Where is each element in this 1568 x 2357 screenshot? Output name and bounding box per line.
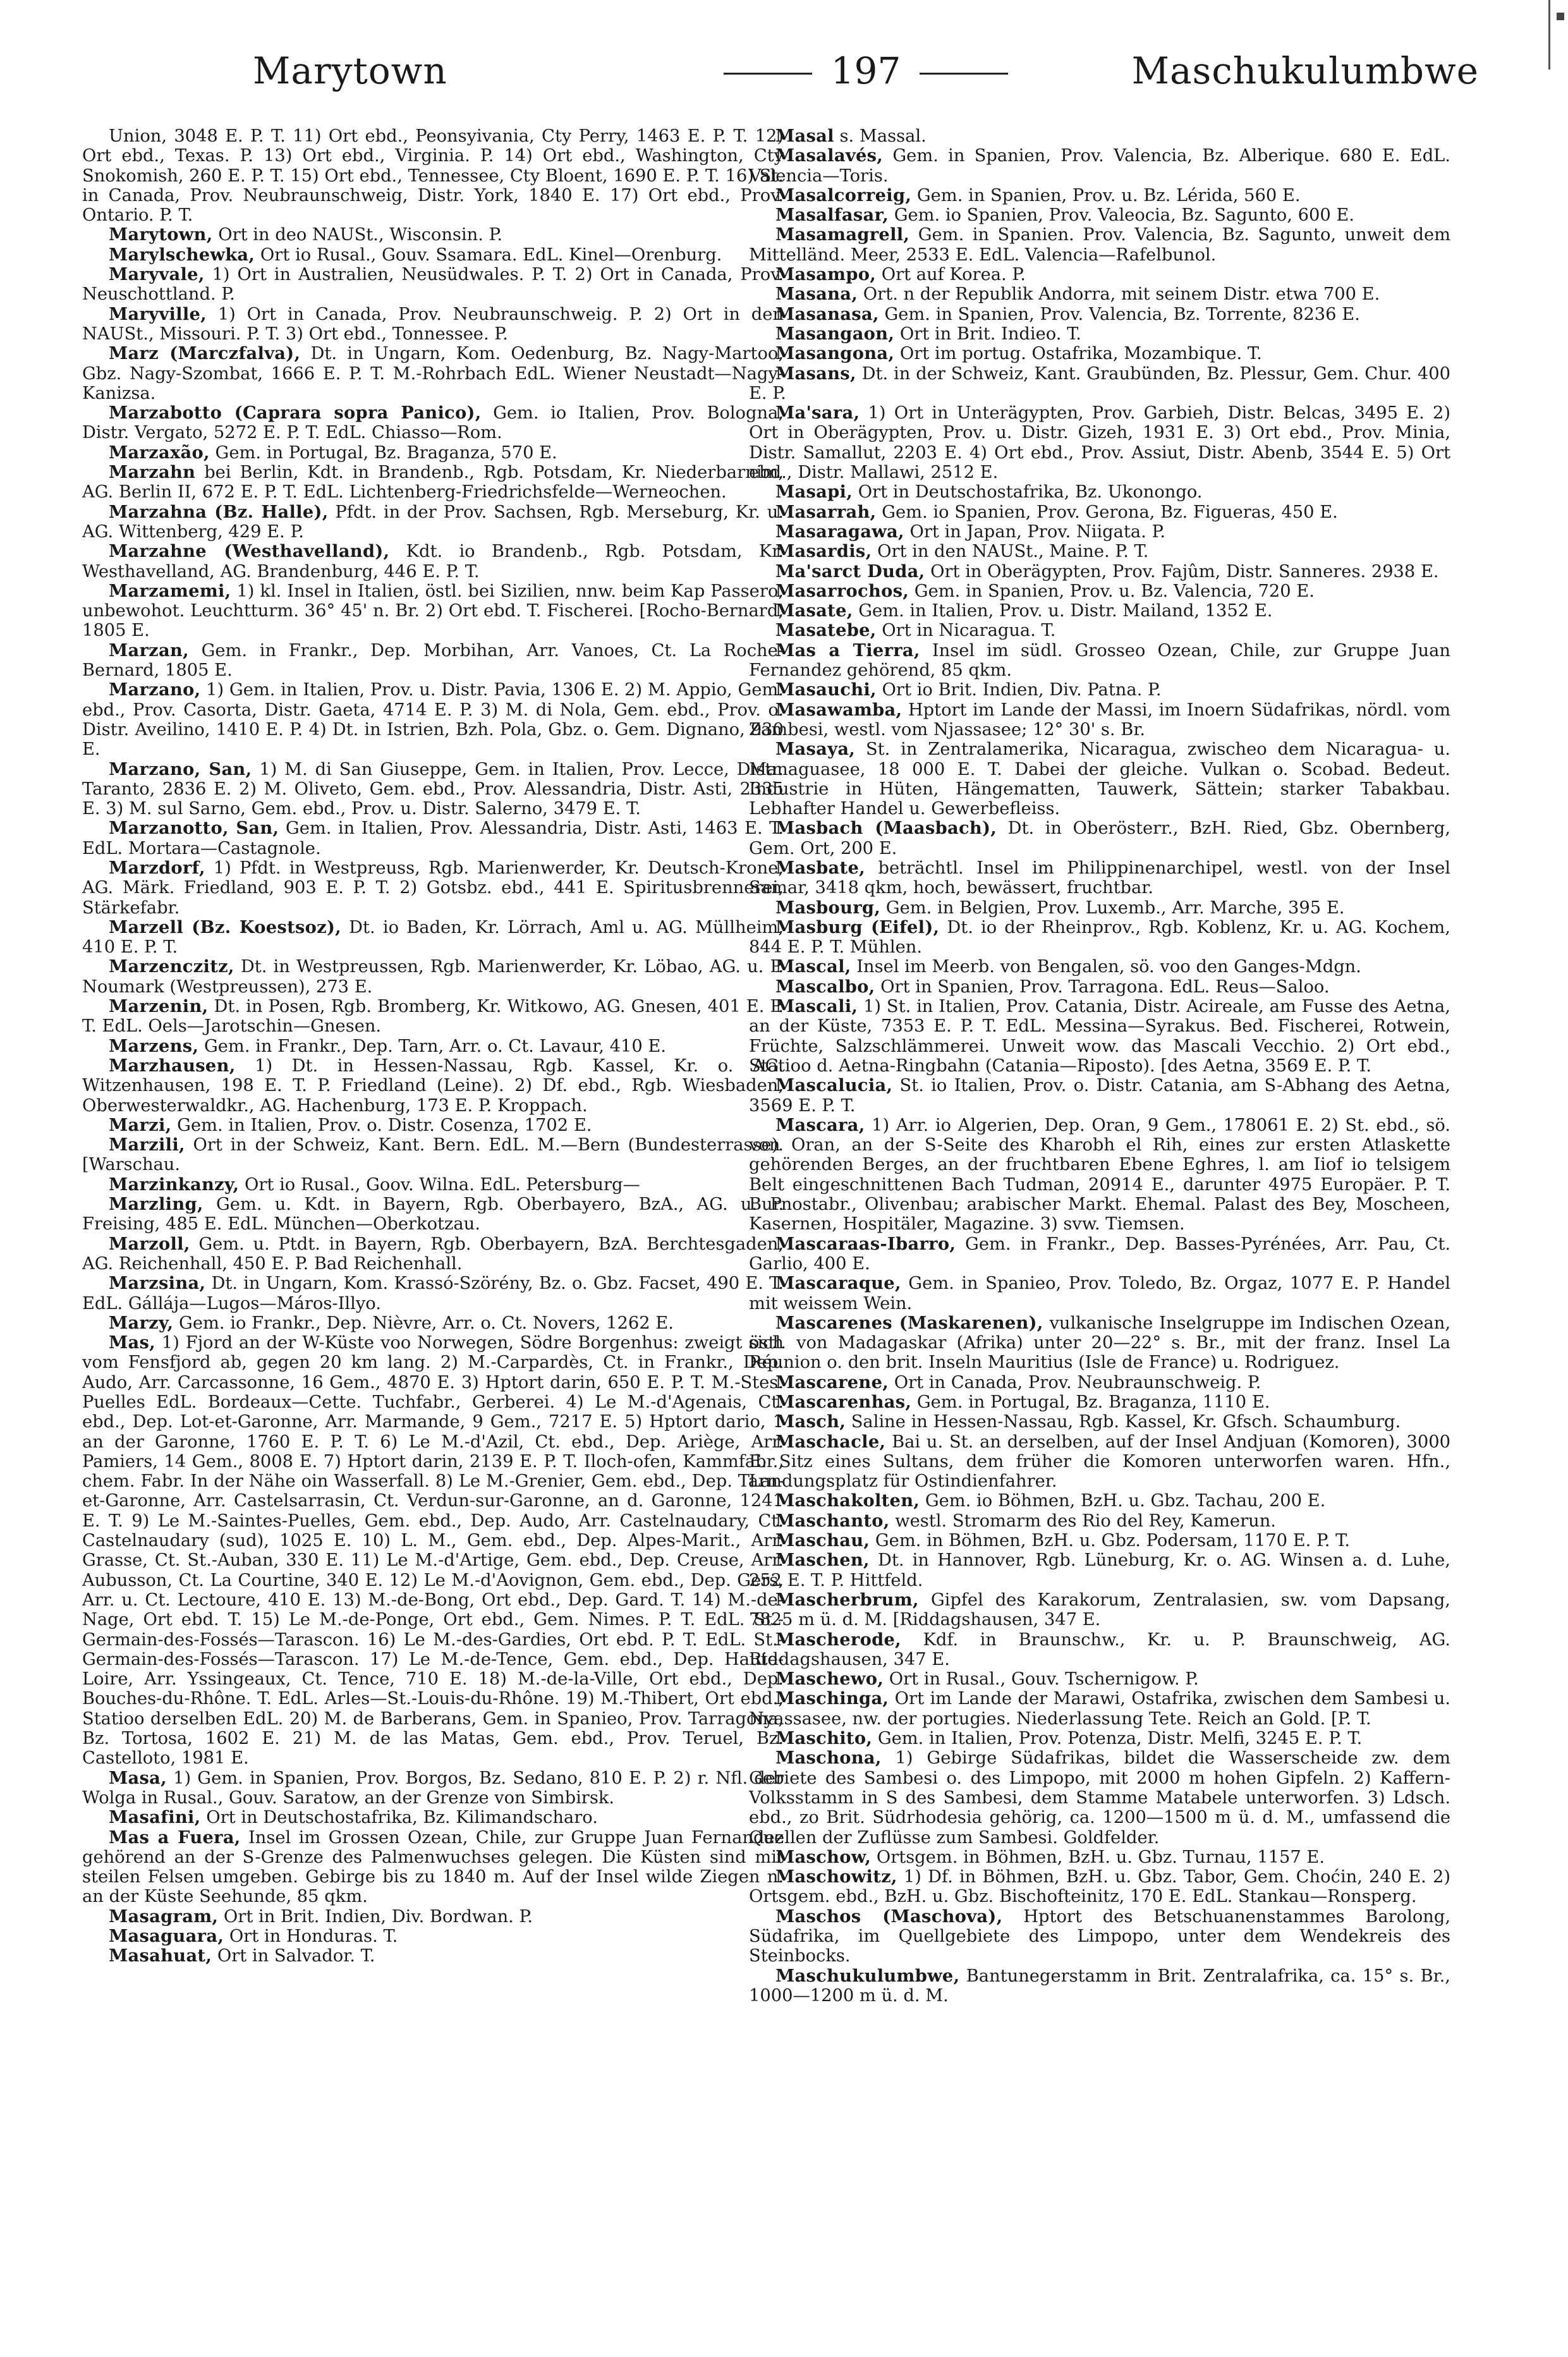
entry-text: Gem. in Belgien, Prov. Luxemb., Arr. Marche, 395 E. bbox=[885, 898, 1345, 918]
entry-text: vulkanische Inselgruppe im Indischen Ozean, östl. von Madagaskar (Afrika) unter 20—22° s. Br., mit der franz. Insel La Réunion o. den brit. Inseln Mauritius (Isle de France) u. Rodriguez. bbox=[749, 1313, 1450, 1373]
entry-text: Gem. u. Kdt. in Bayern, Rgb. Oberbayero, BzA., AG. u. P. Freising, 485 E. EdL. München—Oberkotzau. bbox=[82, 1195, 784, 1234]
entry-headword: Maschewo, bbox=[775, 1669, 884, 1690]
entry-text: Ort in deo NAUSt., Wisconsin. P. bbox=[218, 225, 503, 245]
entry-text: St. io Italien, Prov. o. Distr. Catania, am S-Abhang des Aetna, 3569 E. P. T. bbox=[749, 1076, 1450, 1116]
entry-text: Kdf. in Braunschw., Kr. u. P. Braunschweig, AG. Riddagshausen, 347 E. bbox=[749, 1629, 1450, 1669]
entry-headword: Mascal, bbox=[775, 956, 851, 977]
entry-text: Saline in Hessen-Nassau, Rgb. Kassel, Kr. Gfsch. Schaumburg. bbox=[851, 1412, 1401, 1432]
entry-headword: Ma'sara, bbox=[775, 403, 860, 423]
gazetteer-entry bbox=[749, 1432, 1450, 1492]
entry-text: beträchtl. Insel im Philippinenarchipel, westl. von der Insel Samar, 3418 qkm, hoch, bewässert, fruchtbar. bbox=[749, 858, 1450, 898]
entry-text: Gem. in Spanien, Prov. Valencia, Bz. Torrente, 8236 E. bbox=[884, 304, 1360, 324]
entry-headword: Masaguara, bbox=[109, 1926, 224, 1947]
entry-headword: Mascaraas-Ibarro, bbox=[775, 1233, 956, 1254]
gazetteer-entry bbox=[749, 205, 1450, 225]
entry-text: 1) Dt. in Hessen-Nassau, Rgb. Kassel, Kr. o. AG. Witzenhausen, 198 E. T. P. Friedland (Leine). 2) Df. ebd., Rgb. Wiesbaden, Oberwesterwaldkr., AG. Hachenburg, 173 E. P. Kroppach. bbox=[82, 1056, 784, 1116]
entry-headword: Masagram, bbox=[109, 1906, 219, 1927]
entry-text: Insel im Meerb. von Bengalen, sö. voo den Ganges-Mdgn. bbox=[856, 957, 1361, 977]
entry-text: Ortsgem. in Böhmen, BzH. u. Gbz. Turnau, 1157 E. bbox=[876, 1847, 1325, 1867]
entry-headword: Marytown, bbox=[109, 224, 213, 245]
gazetteer-entry bbox=[749, 1274, 1450, 1313]
entry-text: Gem. io Böhmen, BzH. u. Gbz. Tachau, 200 E. bbox=[925, 1491, 1326, 1511]
entry-text: Dt. in Hannover, Rgb. Lüneburg, Kr. o. AG. Winsen a. d. Luhe, 252 E. T. P. Hittfeld. bbox=[749, 1550, 1450, 1590]
entry-headword: Marylschewka, bbox=[109, 244, 255, 265]
entry-headword: Marzi, bbox=[109, 1114, 172, 1135]
gazetteer-entry bbox=[82, 680, 784, 759]
entry-headword: Masana, bbox=[775, 284, 858, 305]
entry-text: Gem. in Frankr., Dep. Basses-Pyrénées, Arr. Pau, Ct. Garlio, 400 E. bbox=[749, 1234, 1450, 1274]
entry-text: Gem. in Spanieo, Prov. Toledo, Bz. Orgaz, 1077 E. P. Handel mit weissem Wein. bbox=[749, 1274, 1450, 1313]
running-head-left: Marytown bbox=[253, 49, 447, 92]
entry-text: Gem. in Spanien, Prov. Valencia, Bz. Alberique. 680 E. EdL. Valencia—Toris. bbox=[749, 146, 1450, 186]
gazetteer-entry bbox=[82, 265, 784, 305]
gazetteer-entry bbox=[749, 344, 1450, 363]
entry-text: Ort im Lande der Marawi, Ostafrika, zwischen dem Sambesi u. Nyassasee, nw. der portugies. Niederlassung Tete. Reich an Gold. [P. T. bbox=[749, 1689, 1450, 1729]
entry-text: St. in Zentralamerika, Nicaragua, zwischeo dem Nicaragua- u. Managuasee, 18 000 E. T. Dabei der gleiche. Vulkan o. Scobad. Bedeut. Industrie in Hüten, Hängematten, Tauwerk, Sättein; starker Tabakbau. Lebhafter Handel u. Gewerbefleiss. bbox=[749, 740, 1450, 819]
entry-text: 1) Ort in Australien, Neusüdwales. P. T. 2) Ort in Canada, Prov. Neuschottland. P. bbox=[82, 265, 784, 305]
entry-text: Ort in Brit. Indieo. T. bbox=[899, 324, 1081, 344]
gazetteer-entry bbox=[82, 225, 784, 245]
gazetteer-entry bbox=[749, 1392, 1450, 1412]
gazetteer-entry bbox=[749, 305, 1450, 324]
gazetteer-entry bbox=[82, 760, 784, 819]
entry-headword: Masaragawa, bbox=[775, 521, 904, 542]
entry-headword: Masal bbox=[775, 126, 834, 146]
entry-headword: Masbourg, bbox=[775, 897, 881, 918]
gazetteer-entry bbox=[749, 1511, 1450, 1531]
entry-text: Gem. in Italien, Prov. Potenza, Distr. Melfi, 3245 E. P. T. bbox=[877, 1729, 1363, 1749]
gazetteer-entry bbox=[749, 997, 1450, 1076]
gazetteer-entry bbox=[749, 186, 1450, 205]
gazetteer-entry bbox=[82, 443, 784, 463]
entry-text: Ort in Japan, Prov. Niigata. P. bbox=[909, 521, 1166, 542]
gazetteer-entry bbox=[749, 1491, 1450, 1511]
gazetteer-entry bbox=[749, 1373, 1450, 1392]
entry-text: Kdt. io Brandenb., Rgb. Potsdam, Kr. Westhavelland, AG. Brandenburg, 446 E. P. T. bbox=[82, 542, 784, 582]
gazetteer-entry bbox=[82, 1946, 784, 1966]
entry-headword: Marz (Marczfalva), bbox=[109, 343, 301, 364]
entry-headword: Marzano, bbox=[109, 679, 201, 700]
gazetteer-entry bbox=[749, 1076, 1450, 1116]
entry-headword: Marzell (Bz. Koestsoz), bbox=[109, 917, 341, 937]
entry-text: 1) Fjord an der W-Küste voo Norwegen, Södre Borgenhus: zweigt sich vom Fensfjord ab, gegen 20 km lang. 2) M.-Carpardès, Ct. in Frankr., Dep. Audo, Arr. Carcassonne, 16 Gem., 4870 E. 3) Hptort darin, 650 E. P. T. M.-Stes. Puelles EdL. Bordeaux—Cette. Tuchfabr., Gerberei. 4) Le M.-d'Agenais, Ct. ebd., Dep. Lot-et-Garonne, Arr. Marmande, 9 Gem., 7217 E. 5) Hptort dario, 1 an der Garonne, 1760 E. P. T. 6) Le M.-d'Azil, Ct. ebd., Dep. Ariège, Arr. Pamiers, 14 Gem., 8008 E. 7) Hptort darin, 2139 E. P. T. Iloch-ofen, Kammfabr., chem. Fabr. In der Nähe oin Wasserfall. 8) Le M.-Grenier, Gem. ebd., Dep. Tarn-et-Garonne, Arr. Castelsarrasin, Ct. Verdun-sur-Garonne, an d. Garonne, 1241 E. T. 9) Le M.-Saintes-Puelles, Gem. ebd., Dep. Audo, Arr. Castelnaudary, Ct. Castelnaudary (sud), 1025 E. 10) L. M., Gem. ebd., Dep. Alpes-Marit., Arr. Grasse, Ct. St.-Auban, 330 E. 11) Le M.-d'Artige, Gem. ebd., Dep. Creuse, Arr. Aubusson, Ct. La Courtine, 340 E. 12) Le M.-d'Aovignon, Gem. ebd., Dep. Gers, Arr. u. Ct. Lectoure, 410 E. 13) M.-de-Bong, Ort ebd., Dep. Gard. T. 14) M.-de-Nage, Ort ebd. T. 15) Le M.-de-Ponge, Ort ebd., Gem. Nimes. P. T. EdL. St.-Germain-des-Fossés—Tarascon. 16) Le M.-des-Gardies, Ort ebd. P. T. EdL. St.-Germain-des-Fossés—Tarascon. 17) Le M.-de-Tence, Gem. ebd., Dep. Haute-Loire, Arr. Yssingeaux, Ct. Tence, 710 E. 18) M.-de-la-Ville, Ort ebd., Dep. Bouches-du-Rhône. T. EdL. Arles—St.-Louis-du-Rhône. 19) M.-Thibert, Ort ebd., Statioo derselben EdL. 20) M. de Barberans, Gem. in Spanieo, Prov. Tarragona, Bz. Tortosa, 1602 E. 21) M. de las Matas, Gem. ebd., Prov. Teruel, Bz. Castelloto, 1981 E. bbox=[82, 1333, 784, 1769]
gazetteer-entry bbox=[749, 1669, 1450, 1689]
gazetteer-entry bbox=[82, 463, 784, 502]
entry-text: Ort in Nicaragua. T. bbox=[882, 621, 1056, 641]
entry-text: Ort in Salvador. T. bbox=[217, 1946, 375, 1966]
entry-headword: Mascherode, bbox=[775, 1629, 901, 1650]
entry-headword: Mascali, bbox=[775, 996, 858, 1017]
entry-headword: Masampo, bbox=[775, 264, 877, 285]
gazetteer-entry bbox=[82, 1234, 784, 1274]
gazetteer-entry bbox=[82, 1195, 784, 1234]
page-number-block bbox=[651, 49, 1081, 92]
entry-headword: Maryvale, bbox=[109, 264, 205, 285]
entry-text: 1) Gem. in Spanien, Prov. Borgos, Bz. Sedano, 810 E. P. 2) r. Nfl. der Wolga in Rusal., Gouv. Saratow, an der Grenze von Simbirsk. bbox=[82, 1768, 784, 1808]
gazetteer-entry bbox=[82, 1056, 784, 1116]
entry-headword: Masauchi, bbox=[775, 679, 877, 700]
entry-headword: Mascaraque, bbox=[775, 1273, 901, 1294]
entry-text: Dt. in Oberösterr., BzH. Ried, Gbz. Obernberg, Gem. Ort, 200 E. bbox=[749, 819, 1450, 858]
entry-headword: Marzahna (Bz. Halle), bbox=[109, 501, 329, 522]
entry-text: bei Berlin, Kdt. in Brandenb., Rgb. Potsdam, Kr. Niederbarnim, AG. Berlin II, 672 E. P. T. EdL. Lichtenberg-Friedrichsfelde—Werneochen. bbox=[82, 463, 784, 502]
entry-text: Gipfel des Karakorum, Zentralasien, sw. vom Dapsang, 7825 m ü. d. M. [Riddagshausen, 347 E. bbox=[749, 1590, 1450, 1630]
entry-text: Ort in Honduras. T. bbox=[229, 1927, 398, 1947]
gazetteer-entry bbox=[749, 1729, 1450, 1748]
entry-text: Gem. u. Ptdt. in Bayern, Rgb. Oberbayern, BzA. Berchtesgaden, AG. Reichenhall, 450 E. P. Bad Reichenhall. bbox=[82, 1234, 784, 1274]
entry-headword: Masanasa, bbox=[775, 303, 879, 324]
entry-text: Gem. in Portugal, Bz. Braganza, 1110 E. bbox=[916, 1392, 1270, 1412]
entry-headword: Masate, bbox=[775, 600, 853, 621]
entry-text: 1) Pfdt. in Westpreuss, Rgb. Marienwerder, Kr. Deutsch-Krone, AG. Märk. Friedland, 903 E. P. T. 2) Gotsbz. ebd., 441 E. Spiritusbrennerei, Stärkefabr. bbox=[82, 858, 784, 918]
entry-headword: Marzabotto (Caprara sopra Panico), bbox=[109, 403, 482, 423]
header-rule-left bbox=[724, 73, 812, 75]
page-edge-dot bbox=[1557, 13, 1564, 20]
entry-text: Gem. in Italien, Prov. u. Distr. Mailand, 1352 E. bbox=[858, 601, 1273, 621]
entry-headword: Marzoll, bbox=[109, 1233, 190, 1254]
gazetteer-entry bbox=[749, 601, 1450, 621]
entry-headword: Masardis, bbox=[775, 541, 872, 562]
entry-text: Ort. n der Republik Andorra, mit seinem Distr. etwa 700 E. bbox=[863, 284, 1380, 305]
gazetteer-entry bbox=[749, 621, 1450, 640]
entry-text: 1) Gebirge Südafrikas, bildet die Wasserscheide zw. dem Gebiete des Sambesi o. des Limpopo, mit 2000 m hohen Gipfeln. 2) Kaffern-Volksstamm in S des Sambesi, dem Stamme Matabele unterworfen. 3) Ldsch. ebd., zo Brit. Südrhodesia gehörig, ca. 1200—1500 m ü. d. M., umfassend die Quellen der Zuflüsse zum Sambesi. Goldfelder. bbox=[749, 1748, 1450, 1848]
entry-headword: Marzahn bbox=[109, 462, 196, 483]
entry-headword: Marzenin, bbox=[109, 996, 209, 1017]
gazetteer-entry bbox=[82, 1116, 784, 1135]
entry-headword: Maschanto, bbox=[775, 1510, 890, 1531]
entry-headword: Masalcorreig, bbox=[775, 185, 912, 205]
gazetteer-entry bbox=[82, 997, 784, 1037]
gazetteer-entry bbox=[82, 245, 784, 265]
entry-headword: Mascherbrum, bbox=[775, 1589, 919, 1610]
entry-headword: Masapi, bbox=[775, 482, 853, 502]
entry-headword: Mascalucia, bbox=[775, 1075, 893, 1096]
entry-text: Dt. in Westpreussen, Rgb. Marienwerder, Kr. Löbao, AG. u. P. Noumark (Westpreussen), 273 E. bbox=[82, 957, 784, 997]
gazetteer-entry bbox=[749, 1748, 1450, 1847]
entry-text: Bantunegerstamm in Brit. Zentralafrika, ca. 15° s. Br., 1000—1200 m ü. d. M. bbox=[749, 1966, 1450, 2006]
gazetteer-entry bbox=[82, 344, 784, 403]
entry-headword: Marzling, bbox=[109, 1194, 204, 1215]
entry-headword: Masburg (Eifel), bbox=[775, 917, 940, 937]
entry-headword: Maschen, bbox=[775, 1550, 870, 1571]
entry-text: Ort auf Korea. P. bbox=[881, 265, 1026, 285]
entry-text: Union, 3048 E. P. T. 11) Ort ebd., Peonsyivania, Cty Perry, 1463 E. P. T. 12) Ort ebd., Texas. P. 13) Ort ebd., Virginia. P. 14) Ort ebd., Washington, Cty Snokomish, 260 E. P. T. 15) Ort ebd., Tennessee, Cty Bloent, 1690 E. P. T. 16) St. in Canada, Prov. Neubraunschweig, Distr. York, 1840 E. 17) Ort ebd., Prov. Ontario. P. T. bbox=[82, 126, 784, 226]
entry-headword: Masarrochos, bbox=[775, 580, 909, 601]
gazetteer-entry bbox=[749, 977, 1450, 997]
gazetteer-entry bbox=[749, 1590, 1450, 1630]
entry-text: westl. Stromarm des Rio del Rey, Kamerun. bbox=[895, 1511, 1276, 1531]
entry-text: 1) kl. Insel in Italien, östl. bei Sizilien, nnw. beim Kap Passero, unbewohot. Leuchtturm. 36° 45' n. Br. 2) Ort ebd. T. Fischerei. [Rocho-Bernard, 1805 E. bbox=[82, 581, 784, 641]
gazetteer-entry bbox=[749, 324, 1450, 344]
entry-text: 1) M. di San Giuseppe, Gem. in Italien, Prov. Lecce, Distr. Taranto, 2836 E. 2) M. Oliveto, Gem. ebd., Prov. Alessandria, Distr. Asti, 2335 E. 3) M. sul Sarno, Gem. ebd., Prov. u. Distr. Salerno, 3479 E. T. bbox=[82, 759, 784, 819]
gazetteer-entry bbox=[749, 819, 1450, 858]
entry-headword: Ma'sarct Duda, bbox=[775, 561, 925, 582]
gazetteer-entry bbox=[82, 582, 784, 641]
entry-text: Gem. in Italien, Prov. Alessandria, Distr. Asti, 1463 E. T. EdL. Mortara—Castagnole. bbox=[82, 819, 784, 858]
entry-text: Gem. io Spanien, Prov. Valeocia, Bz. Sagunto, 600 E. bbox=[894, 205, 1354, 226]
entry-headword: Marzili, bbox=[109, 1135, 185, 1155]
entry-text: Hptort im Lande der Massi, im Inoern Südafrikas, nördl. vom Zambesi, westl. vom Njassasee; 12° 30' s. Br. bbox=[749, 700, 1450, 740]
entry-headword: Masangaon, bbox=[775, 323, 895, 344]
gazetteer-entry bbox=[749, 957, 1450, 977]
gazetteer-entry bbox=[749, 562, 1450, 582]
gazetteer-entry bbox=[749, 858, 1450, 898]
gazetteer-entry bbox=[82, 1135, 784, 1175]
entry-headword: Mas a Tierra, bbox=[775, 640, 920, 661]
gazetteer-entry bbox=[749, 1550, 1450, 1590]
entry-headword: Mas, bbox=[109, 1332, 155, 1353]
entry-text: Ort in Deutschostafrika, Bz. Ukonongo. bbox=[858, 482, 1203, 502]
entry-text: Gem. in Spanien, Prov. u. Bz. Valencia, 720 E. bbox=[914, 581, 1315, 601]
entry-headword: Marzinkanzy, bbox=[109, 1174, 240, 1195]
gazetteer-entry bbox=[749, 1867, 1450, 1907]
left-column bbox=[82, 126, 784, 2313]
entry-headword: Mascarenhas, bbox=[775, 1392, 912, 1412]
gazetteer-entry bbox=[82, 403, 784, 443]
entry-text: Dt. io Baden, Kr. Lörrach, Aml u. AG. Müllheim, 410 E. P. T. bbox=[82, 917, 784, 958]
gazetteer-entry bbox=[749, 403, 1450, 482]
page-edge-mark bbox=[1548, 0, 1568, 70]
entry-headword: Maschona, bbox=[775, 1748, 882, 1769]
gazetteer-entry bbox=[82, 918, 784, 958]
entry-headword: Masahuat, bbox=[109, 1946, 212, 1966]
gazetteer-entry bbox=[82, 502, 784, 542]
gazetteer-entry bbox=[749, 265, 1450, 284]
gazetteer-entry bbox=[82, 305, 784, 344]
entry-text: Insel im Grossen Ozean, Chile, zur Gruppe Juan Fernandez gehörend an der S-Grenze des Palmenwuchses gelegen. Die Küsten sind mit steilen Felsen umgeben. Gebirge bis zu 1840 m. Auf der Insel wilde Ziegen n. an der Küste Seehunde, 85 qkm. bbox=[82, 1827, 784, 1907]
entry-headword: Maschakolten, bbox=[775, 1490, 920, 1511]
entry-headword: Marzano, San, bbox=[109, 758, 252, 779]
gazetteer-entry bbox=[82, 1274, 784, 1313]
entry-text: 1) Ort in Unterägypten, Prov. Garbieh, Distr. Belcas, 3495 E. 2) Ort in Oberägypten, Prov. u. Distr. Gizeh, 1931 E. 3) Ort ebd., Prov. Minia, Distr. Samallut, 2203 E. 4) Ort ebd., Prov. Assiut, Distr. Abenb, 3544 E. 5) Ort ebd., Distr. Mallawi, 2512 E. bbox=[749, 403, 1450, 483]
gazetteer-entry bbox=[82, 1037, 784, 1056]
entry-text: Ort in Spanien, Prov. Tarragona. EdL. Reus—Saloo. bbox=[880, 977, 1330, 997]
entry-text: Dt. in Ungarn, Kom. Oedenburg, Bz. Nagy-Martoo, Gbz. Nagy-Szombat, 1666 E. P. T. M.-Rohrbach EdL. Wiener Neustadt—Nagy-Kanizsa. bbox=[82, 344, 784, 403]
entry-headword: Marzy, bbox=[109, 1312, 174, 1333]
gazetteer-entry bbox=[749, 918, 1450, 958]
gazetteer-entry bbox=[749, 542, 1450, 561]
entry-headword: Maschukulumbwe, bbox=[775, 1965, 960, 1986]
entry-text: Pfdt. in der Prov. Sachsen, Rgb. Merseburg, Kr. u. AG. Wittenberg, 429 E. P. bbox=[82, 502, 784, 542]
gazetteer-entry bbox=[749, 1848, 1450, 1867]
entry-headword: Maschito, bbox=[775, 1728, 873, 1749]
page-number: 197 bbox=[830, 49, 901, 92]
entry-headword: Masamagrell, bbox=[775, 224, 910, 245]
entry-text: Ort in Deutschostafrika, Bz. Kilimandscharo. bbox=[206, 1808, 598, 1828]
entry-text: Gem. io Frankr., Dep. Nièvre, Arr. o. Ct. Novers, 1262 E. bbox=[179, 1313, 674, 1333]
entry-text: 1) Df. in Böhmen, BzH. u. Gbz. Tabor, Gem. Choćin, 240 E. 2) Ortsgem. ebd., BzH. u. Gbz. Bischofteinitz, 170 E. EdL. Stankau—Ronsperg. bbox=[749, 1867, 1450, 1907]
entry-headword: Masans, bbox=[775, 363, 856, 384]
entry-headword: Marzdorf, bbox=[109, 857, 205, 878]
gazetteer-entry bbox=[82, 1769, 784, 1808]
entry-headword: Marzaxão, bbox=[109, 442, 210, 463]
entry-text: Insel im südl. Grosseo Ozean, Chile, zur Gruppe Juan Fernandez gehörend, 85 qkm. bbox=[749, 640, 1450, 681]
entry-text: Ort io Brit. Indien, Div. Patna. P. bbox=[882, 680, 1162, 700]
gazetteer-entry bbox=[749, 641, 1450, 681]
entry-headword: Maschau, bbox=[775, 1530, 870, 1551]
gazetteer-entry bbox=[82, 1808, 784, 1827]
entry-headword: Mas a Fuera, bbox=[109, 1827, 241, 1848]
entry-text: Dt. in Posen, Rgb. Bromberg, Kr. Witkowo, AG. Gnesen, 401 E. P. T. EdL. Oels—Jarotschin—Gnesen. bbox=[82, 997, 784, 1037]
gazetteer-entry bbox=[749, 700, 1450, 740]
entry-headword: Marzsina, bbox=[109, 1273, 206, 1294]
entry-headword: Maschow, bbox=[775, 1846, 872, 1867]
gazetteer-entry bbox=[749, 284, 1450, 304]
entry-text: Ort in Rusal., Gouv. Tschernigow. P. bbox=[889, 1669, 1199, 1690]
gazetteer-entry bbox=[82, 1313, 784, 1333]
entry-text: Hptort des Betschuanenstammes Barolong, Südafrika, im Quellgebiete des Limpopo, unter dem Wendekreis des Steinbocks. bbox=[749, 1906, 1450, 1966]
entry-headword: Mascalbo, bbox=[775, 976, 875, 997]
gazetteer-entry bbox=[82, 957, 784, 997]
entry-text: Ort io Rusal., Gouv. Ssamara. EdL. Kinel—Orenburg. bbox=[260, 245, 722, 265]
entry-text: Gem. in Böhmen, BzH. u. Gbz. Podersam, 1170 E. P. T. bbox=[875, 1531, 1351, 1551]
entry-headword: Maschowitz, bbox=[775, 1867, 897, 1887]
entry-text: Bai u. St. an derselben, auf der Insel Andjuan (Komoren), 3000 E. Sitz eines Sultans, dem früher die Komoren unterworfen waren. Hfn., Landungsplatz für Ostindienfahrer. bbox=[749, 1432, 1450, 1492]
entry-headword: Mascarenes (Maskarenen), bbox=[775, 1312, 1043, 1333]
entry-headword: Masbach (Maasbach), bbox=[775, 818, 997, 839]
entry-text: Ort in Oberägypten, Prov. Fajûm, Distr. Sanneres. 2938 E. bbox=[930, 561, 1439, 582]
header-rule-right bbox=[920, 73, 1008, 75]
entry-headword: Masatebe, bbox=[775, 620, 877, 641]
entry-text: Dt. in Ungarn, Kom. Krassó-Szörény, Bz. o. Gbz. Facset, 490 E. T. EdL. Gállája—Lugos—Máros-Illyo. bbox=[82, 1274, 784, 1313]
entry-text: Ort in der Schweiz, Kant. Bern. EdL. M.—Bern (Bundesterrasse). [Warschau. bbox=[82, 1135, 784, 1175]
entry-text: 1) Arr. io Algerien, Dep. Oran, 9 Gem., 178061 E. 2) St. ebd., sö. von Oran, an der S-Seite des Kharobh el Rih, eines zur ersten Atlaskette gehörenden Berges, an der fruchtbaren Ebene Eghres, l. am Iiof io telsigem Belt eingeschnittenen Bach Tudman, 20914 E., darunter 4975 Europäer. P. T. Burnostabr., Olivenbau; arabischer Markt. Ehemal. Palast des Bey, Moscheen, Kasernen, Hospitäler, Magazine. 3) svw. Tiemsen. bbox=[749, 1115, 1450, 1234]
entry-headword: Marzenczitz, bbox=[109, 956, 234, 977]
entry-text: Gem. in Frankr., Dep. Tarn, Arr. o. Ct. Lavaur, 410 E. bbox=[204, 1036, 666, 1056]
gazetteer-entry bbox=[749, 1116, 1450, 1234]
entry-headword: Maschacle, bbox=[775, 1431, 886, 1452]
entry-text: 1) St. in Italien, Prov. Catania, Distr. Acireale, am Fusse des Aetna, an der Küste, 7353 E. P. T. EdL. Messina—Syrakus. Bed. Fischerei, Rotwein, Früchte, Salzschlämmerei. Unweit wow. das Mascali Vecchio. 2) Ort ebd., Statioo d. Aetna-Ringbahn (Catania—Riposto). [des Aetna, 3569 E. P. T. bbox=[749, 997, 1450, 1076]
gazetteer-entry bbox=[82, 1828, 784, 1907]
entry-headword: Masalavés, bbox=[775, 145, 884, 166]
entry-headword: Marzahne (Westhavelland), bbox=[109, 541, 390, 562]
gazetteer-entry bbox=[749, 126, 1450, 146]
gazetteer-entry bbox=[82, 1927, 784, 1946]
entry-text: 1) Ort in Canada, Prov. Neubraunschweig. P. 2) Ort in den NAUSt., Missouri. P. T. 3) Ort ebd., Tonnessee. P. bbox=[82, 304, 784, 344]
gazetteer-entry bbox=[82, 126, 784, 225]
entry-text: Gem. in Spanien. Prov. Valencia, Bz. Sagunto, unweit dem Mittelländ. Meer, 2533 E. EdL. Valencia—Rafelbunol. bbox=[749, 225, 1450, 265]
entry-text: Gem. in Portugal, Bz. Braganza, 570 E. bbox=[215, 442, 557, 463]
entry-text: 1) Gem. in Italien, Prov. u. Distr. Pavia, 1306 E. 2) M. Appio, Gem. ebd., Prov. Casorta, Distr. Gaeta, 4714 E. P. 3) M. di Nola, Gem. ebd., Prov. o. Distr. Aveilino, 1410 E. P. 4) Dt. in Istrien, Bzh. Pola, Gbz. o. Gem. Dignano, 930 E. bbox=[82, 680, 784, 760]
entry-headword: Marzan, bbox=[109, 640, 189, 661]
gazetteer-entry bbox=[749, 1966, 1450, 2006]
gazetteer-entry bbox=[749, 1313, 1450, 1373]
gazetteer-entry bbox=[82, 819, 784, 858]
gazetteer-entry bbox=[82, 1175, 784, 1195]
entry-headword: Maryville, bbox=[109, 303, 207, 324]
entry-headword: Marzanotto, San, bbox=[109, 818, 279, 839]
gazetteer-entry bbox=[749, 1531, 1450, 1550]
gazetteer-entry bbox=[82, 858, 784, 918]
entry-headword: Masawamba, bbox=[775, 699, 903, 720]
entry-headword: Marzhausen, bbox=[109, 1055, 236, 1076]
gazetteer-entry bbox=[749, 898, 1450, 918]
gazetteer-entry bbox=[749, 482, 1450, 502]
gazetteer-entry bbox=[749, 146, 1450, 186]
entry-text: Ort in Brit. Indien, Div. Bordwan. P. bbox=[223, 1906, 533, 1927]
entry-headword: Maschos (Maschova), bbox=[775, 1906, 1003, 1927]
gazetteer-entry bbox=[82, 1333, 784, 1769]
entry-text: s. Massal. bbox=[839, 126, 927, 146]
right-column bbox=[749, 126, 1450, 2313]
entry-text: Ort in den NAUSt., Maine. P. T. bbox=[877, 542, 1149, 562]
entry-text: Dt. in der Schweiz, Kant. Graubünden, Bz. Plessur, Gem. Chur. 400 E. P. bbox=[749, 363, 1450, 403]
entry-headword: Mascara, bbox=[775, 1114, 865, 1135]
entry-headword: Marzamemi, bbox=[109, 580, 231, 601]
entry-text: Gem. in Italien, Prov. o. Distr. Cosenza, 1702 E. bbox=[177, 1115, 592, 1135]
gazetteer-entry bbox=[749, 740, 1450, 819]
gazetteer-entry bbox=[82, 641, 784, 681]
entry-headword: Masalfasar, bbox=[775, 205, 889, 226]
page-header bbox=[253, 49, 1479, 106]
entry-headword: Mascarene, bbox=[775, 1372, 889, 1392]
entry-text: Ort io Rusal., Goov. Wilna. EdL. Petersburg— bbox=[245, 1174, 640, 1195]
entry-text: Gem. io Spanien, Prov. Gerona, Bz. Figueras, 450 E. bbox=[882, 502, 1338, 522]
entry-text: Ort im portug. Ostafrika, Mozambique. T. bbox=[899, 344, 1262, 364]
entry-headword: Masbate, bbox=[775, 857, 865, 878]
gazetteer-entry bbox=[749, 522, 1450, 542]
entry-headword: Masaya, bbox=[775, 739, 856, 760]
gazetteer-entry bbox=[749, 364, 1450, 404]
entry-headword: Masarrah, bbox=[775, 501, 877, 522]
gazetteer-entry bbox=[749, 225, 1450, 265]
gazetteer-entry bbox=[749, 1630, 1450, 1670]
entry-text: Dt. io der Rheinprov., Rgb. Koblenz, Kr. u. AG. Kochem, 844 E. P. T. Mühlen. bbox=[749, 917, 1450, 958]
gazetteer-entry bbox=[749, 1234, 1450, 1274]
entry-headword: Marzens, bbox=[109, 1035, 199, 1056]
entry-text: Ort in Canada, Prov. Neubraunschweig. P. bbox=[894, 1372, 1261, 1392]
gazetteer-entry bbox=[749, 680, 1450, 700]
gazetteer-entry bbox=[82, 1907, 784, 1927]
gazetteer-entry bbox=[749, 1689, 1450, 1729]
gazetteer-entry bbox=[749, 1412, 1450, 1432]
entry-headword: Masafini, bbox=[109, 1807, 201, 1828]
entry-text: Gem. io Italien, Prov. Bologna, Distr. Vergato, 5272 E. P. T. EdL. Chiasso—Rom. bbox=[82, 403, 784, 443]
gazetteer-entry bbox=[749, 582, 1450, 601]
entry-text: Gem. in Spanien, Prov. u. Bz. Lérida, 560 E. bbox=[916, 185, 1301, 205]
gazetteer-entry bbox=[749, 1907, 1450, 1966]
running-head-right: Maschukulumbwe bbox=[1131, 49, 1479, 92]
entry-headword: Maschinga, bbox=[775, 1688, 889, 1709]
entry-headword: Masch, bbox=[775, 1411, 846, 1432]
entry-headword: Masa, bbox=[109, 1767, 167, 1788]
gazetteer-entry bbox=[82, 542, 784, 582]
gazetteer-entry bbox=[749, 502, 1450, 522]
entry-text: Gem. in Frankr., Dep. Morbihan, Arr. Vanoes, Ct. La Roche-Bernard, 1805 E. bbox=[82, 640, 784, 681]
entry-headword: Masangona, bbox=[775, 343, 895, 364]
